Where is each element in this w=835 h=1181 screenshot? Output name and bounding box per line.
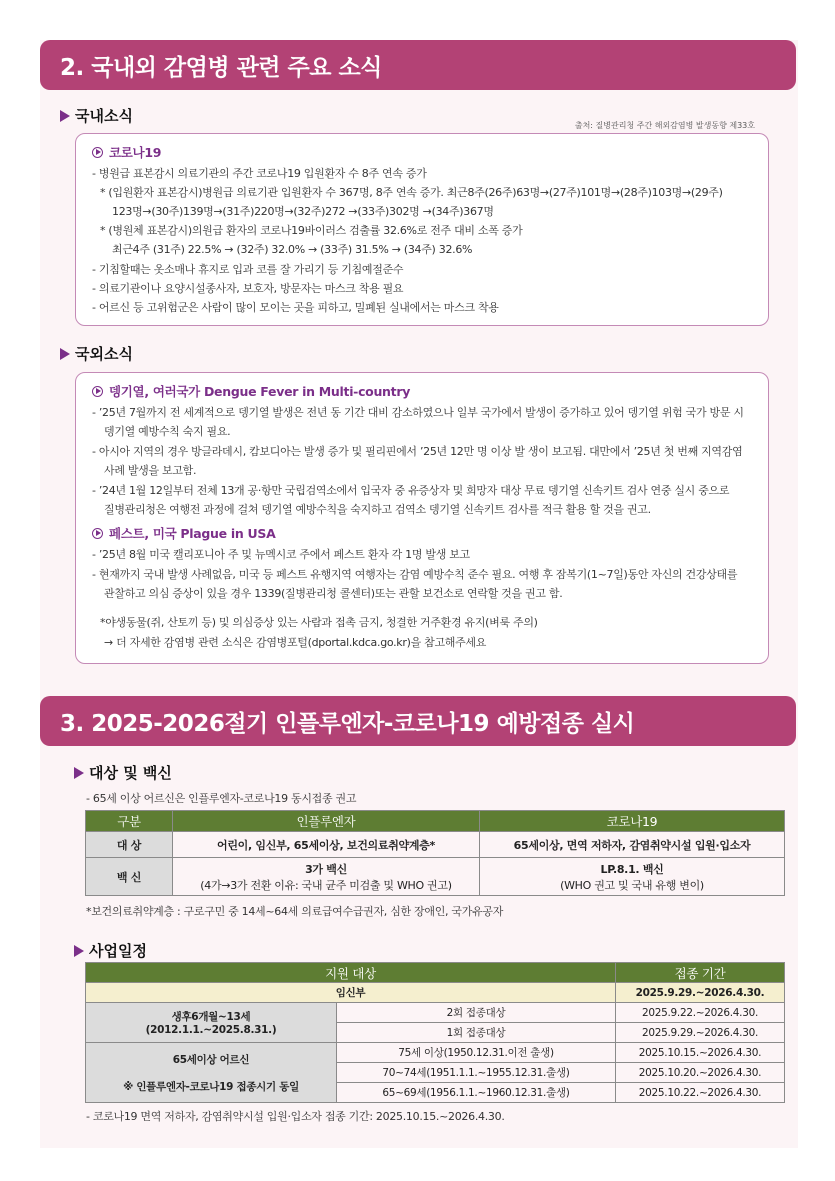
plague-line: 관찰하고 의심 증상이 있을 경우 1339(질병관리청 콜센터)또는 관할 보건소로 연락할 것을 권고 함. bbox=[104, 587, 563, 600]
dengue-line: 질병관리청은 여행전 과정에 걸쳐 뎅기열 예방수칙을 숙지하고 검역소 뎅기열 신속키트 검사를 적극 활용 할 것을 권고. bbox=[104, 503, 651, 516]
table-cell bbox=[173, 858, 480, 896]
pregnant-label: 임신부 bbox=[86, 983, 616, 1003]
flu-vaccine-main: 3가 백신 bbox=[305, 862, 347, 876]
covid-title-text: 코로나19 bbox=[109, 145, 162, 160]
table-cell bbox=[480, 858, 785, 896]
covid-vaccine-main: LP.8.1. 백신 bbox=[600, 862, 664, 876]
covid-line: * (입원환자 표본감시)병원급 의료기관 입원환자 수 367명, 8주 연속 증가. 최근8주(26주)63명→(27주)101명→(28주)103명→(29주) bbox=[100, 186, 723, 199]
section2-title: 2. 국내외 감염병 관련 주요 소식 bbox=[40, 40, 796, 90]
table-header: 구분 bbox=[86, 811, 173, 832]
dengue-line: - ’25년 7월까지 전 세계적으로 뎅기열 발생은 전년 동 기간 대비 감소하였으나 일부 국가에서 발생이 증가하고 있어 뎅기열 위험 국가 방문 시 bbox=[92, 406, 744, 419]
table-header: 코로나19 bbox=[480, 811, 785, 832]
target-heading bbox=[74, 762, 172, 783]
covid-line: * (병원체 표본감시)의원급 환자의 코로나19바이러스 검출률 32.6%로 전주 대비 소폭 증가 bbox=[100, 224, 523, 237]
triangle-bullet-icon bbox=[60, 110, 70, 122]
schedule-cell: 2025.10.20.~2026.4.30. bbox=[616, 1063, 785, 1083]
domestic-heading-text: 국내소식 bbox=[75, 107, 133, 125]
child-group-label bbox=[86, 1003, 337, 1043]
schedule-cell: 1회 접종대상 bbox=[337, 1023, 616, 1043]
covid-line: - 의료기관이나 요양시설종사자, 보호자, 방문자는 마스크 착용 필요 bbox=[92, 282, 404, 295]
schedule-cell: 2025.10.15.~2026.4.30. bbox=[616, 1043, 785, 1063]
plague-line: → 더 자세한 감염병 관련 소식은 감염병포털(dportal.kdca.go.kr)을 참고해주세요 bbox=[104, 636, 487, 649]
play-circle-icon bbox=[92, 528, 103, 539]
senior-note: ※ 인플루엔자-코로나19 접종시기 동일 bbox=[123, 1080, 299, 1093]
schedule-cell: 2025.9.22.~2026.4.30. bbox=[616, 1003, 785, 1023]
dengue-line: - 아시아 지역의 경우 방글라데시, 캄보디아는 발생 증가 및 필리핀에서 ’25년 12만 명 이상 발 생이 보고됨. 대만에서 ’25년 첫 번째 지역감염 bbox=[92, 445, 743, 458]
source-note: 출처: 질병관리청 주간 해외감염병 발생동향 제33호 bbox=[574, 121, 755, 130]
covid-line: 최근4주 (31주) 22.5% → (32주) 32.0% → (33주) 31.5% → (34주) 32.6% bbox=[112, 243, 473, 256]
dengue-news-title bbox=[92, 382, 410, 400]
row-label: 백 신 bbox=[86, 858, 173, 896]
child-range: (2012.1.1.~2025.8.31.) bbox=[145, 1024, 277, 1036]
table-header: 접종 기간 bbox=[616, 963, 785, 983]
pregnant-period: 2025.9.29.~2026.4.30. bbox=[616, 983, 785, 1003]
senior-group-label bbox=[86, 1043, 337, 1103]
dengue-line: 사례 발생을 보고함. bbox=[104, 464, 197, 477]
footnote: *보건의료취약계층 : 구로구민 중 14세~64세 의료급여수급권자, 심한 장애인, 국가유공자 bbox=[86, 905, 504, 918]
covid-line: - 병원급 표본감시 의료기관의 주간 코로나19 입원환자 수 8주 연속 증가 bbox=[92, 167, 427, 180]
table-header: 인플루엔자 bbox=[173, 811, 480, 832]
domestic-heading bbox=[60, 105, 133, 126]
dengue-line: - ’24년 1월 12일부터 전체 13개 공·항만 국립검역소에서 입국자 중 유증상자 및 희망자 대상 무료 뎅기열 신속키트 검사 연중 실시 중으로 bbox=[92, 484, 730, 497]
bottom-note: - 코로나19 면역 저하자, 감염취약시설 입원·입소자 접종 기간: 2025.10.15.~2026.4.30. bbox=[86, 1110, 505, 1123]
flu-vaccine-sub: (4가→3가 전환 이유: 국내 균주 미검출 및 WHO 권고) bbox=[200, 878, 452, 892]
overseas-heading bbox=[60, 343, 133, 364]
dengue-title-text: 뎅기열, 여러국가 Dengue Fever in Multi-country bbox=[109, 384, 411, 399]
plague-line: - 현재까지 국내 발생 사례없음, 미국 등 페스트 유행지역 여행자는 감염 예방수칙 준수 필요. 여행 후 잠복기(1~7일)동안 자신의 건강상태를 bbox=[92, 568, 738, 581]
section3-title: 3. 2025-2026절기 인플루엔자-코로나19 예방접종 실시 bbox=[40, 696, 796, 746]
schedule-heading-text: 사업일정 bbox=[89, 942, 147, 960]
schedule-cell: 2025.9.29.~2026.4.30. bbox=[616, 1023, 785, 1043]
schedule-cell: 65~69세(1956.1.1.~1960.12.31.출생) bbox=[337, 1083, 616, 1103]
covid-news-title bbox=[92, 143, 161, 161]
covid-line: 123명→(30주)139명→(31주)220명→(32주)272 →(33주)302명 →(34주)367명 bbox=[112, 205, 494, 218]
triangle-bullet-icon bbox=[74, 767, 84, 779]
row-label: 대 상 bbox=[86, 832, 173, 858]
senior-label: 65세이상 어르신 bbox=[172, 1053, 250, 1066]
triangle-bullet-icon bbox=[74, 945, 84, 957]
triangle-bullet-icon bbox=[60, 348, 70, 360]
covid-line: - 기침할때는 옷소매나 휴지로 입과 코를 잘 가리기 등 기침예절준수 bbox=[92, 263, 404, 276]
plague-line: - ’25년 8월 미국 캘리포니아 주 및 뉴멕시코 주에서 페스트 환자 각 1명 발생 보고 bbox=[92, 548, 470, 561]
table-cell: 어린이, 임신부, 65세이상, 보건의료취약계층* bbox=[173, 832, 480, 858]
covid-line: - 어르신 등 고위험군은 사람이 많이 모이는 곳을 피하고, 밀폐된 실내에서는 마스크 착용 bbox=[92, 301, 499, 314]
dengue-line: 뎅기열 예방수칙 숙지 필요. bbox=[104, 425, 231, 438]
plague-line: *야생동물(쥐, 산토끼 등) 및 의심증상 있는 사람과 접촉 금지, 청결한 거주환경 유지(벼룩 주의) bbox=[100, 616, 538, 629]
table-header: 지원 대상 bbox=[86, 963, 616, 983]
child-label: 생후6개월~13세 bbox=[171, 1011, 251, 1023]
play-circle-icon bbox=[92, 147, 103, 158]
play-circle-icon bbox=[92, 386, 103, 397]
covid-vaccine-sub: (WHO 권고 및 국내 유행 변이) bbox=[560, 878, 704, 892]
plague-title-text: 페스트, 미국 Plague in USA bbox=[109, 526, 276, 541]
target-note: - 65세 이상 어르신은 인플루엔자-코로나19 동시접종 권고 bbox=[86, 792, 357, 805]
vaccine-table bbox=[85, 810, 785, 896]
target-heading-text: 대상 및 백신 bbox=[89, 764, 172, 782]
schedule-table bbox=[85, 962, 785, 1103]
schedule-cell: 75세 이상(1950.12.31.이전 출생) bbox=[337, 1043, 616, 1063]
schedule-cell: 2025.10.22.~2026.4.30. bbox=[616, 1083, 785, 1103]
schedule-cell: 70~74세(1951.1.1.~1955.12.31.출생) bbox=[337, 1063, 616, 1083]
overseas-heading-text: 국외소식 bbox=[75, 345, 133, 363]
schedule-heading bbox=[74, 940, 147, 961]
schedule-cell: 2회 접종대상 bbox=[337, 1003, 616, 1023]
table-cell: 65세이상, 면역 저하자, 감염취약시설 입원·입소자 bbox=[480, 832, 785, 858]
plague-news-title bbox=[92, 524, 275, 542]
